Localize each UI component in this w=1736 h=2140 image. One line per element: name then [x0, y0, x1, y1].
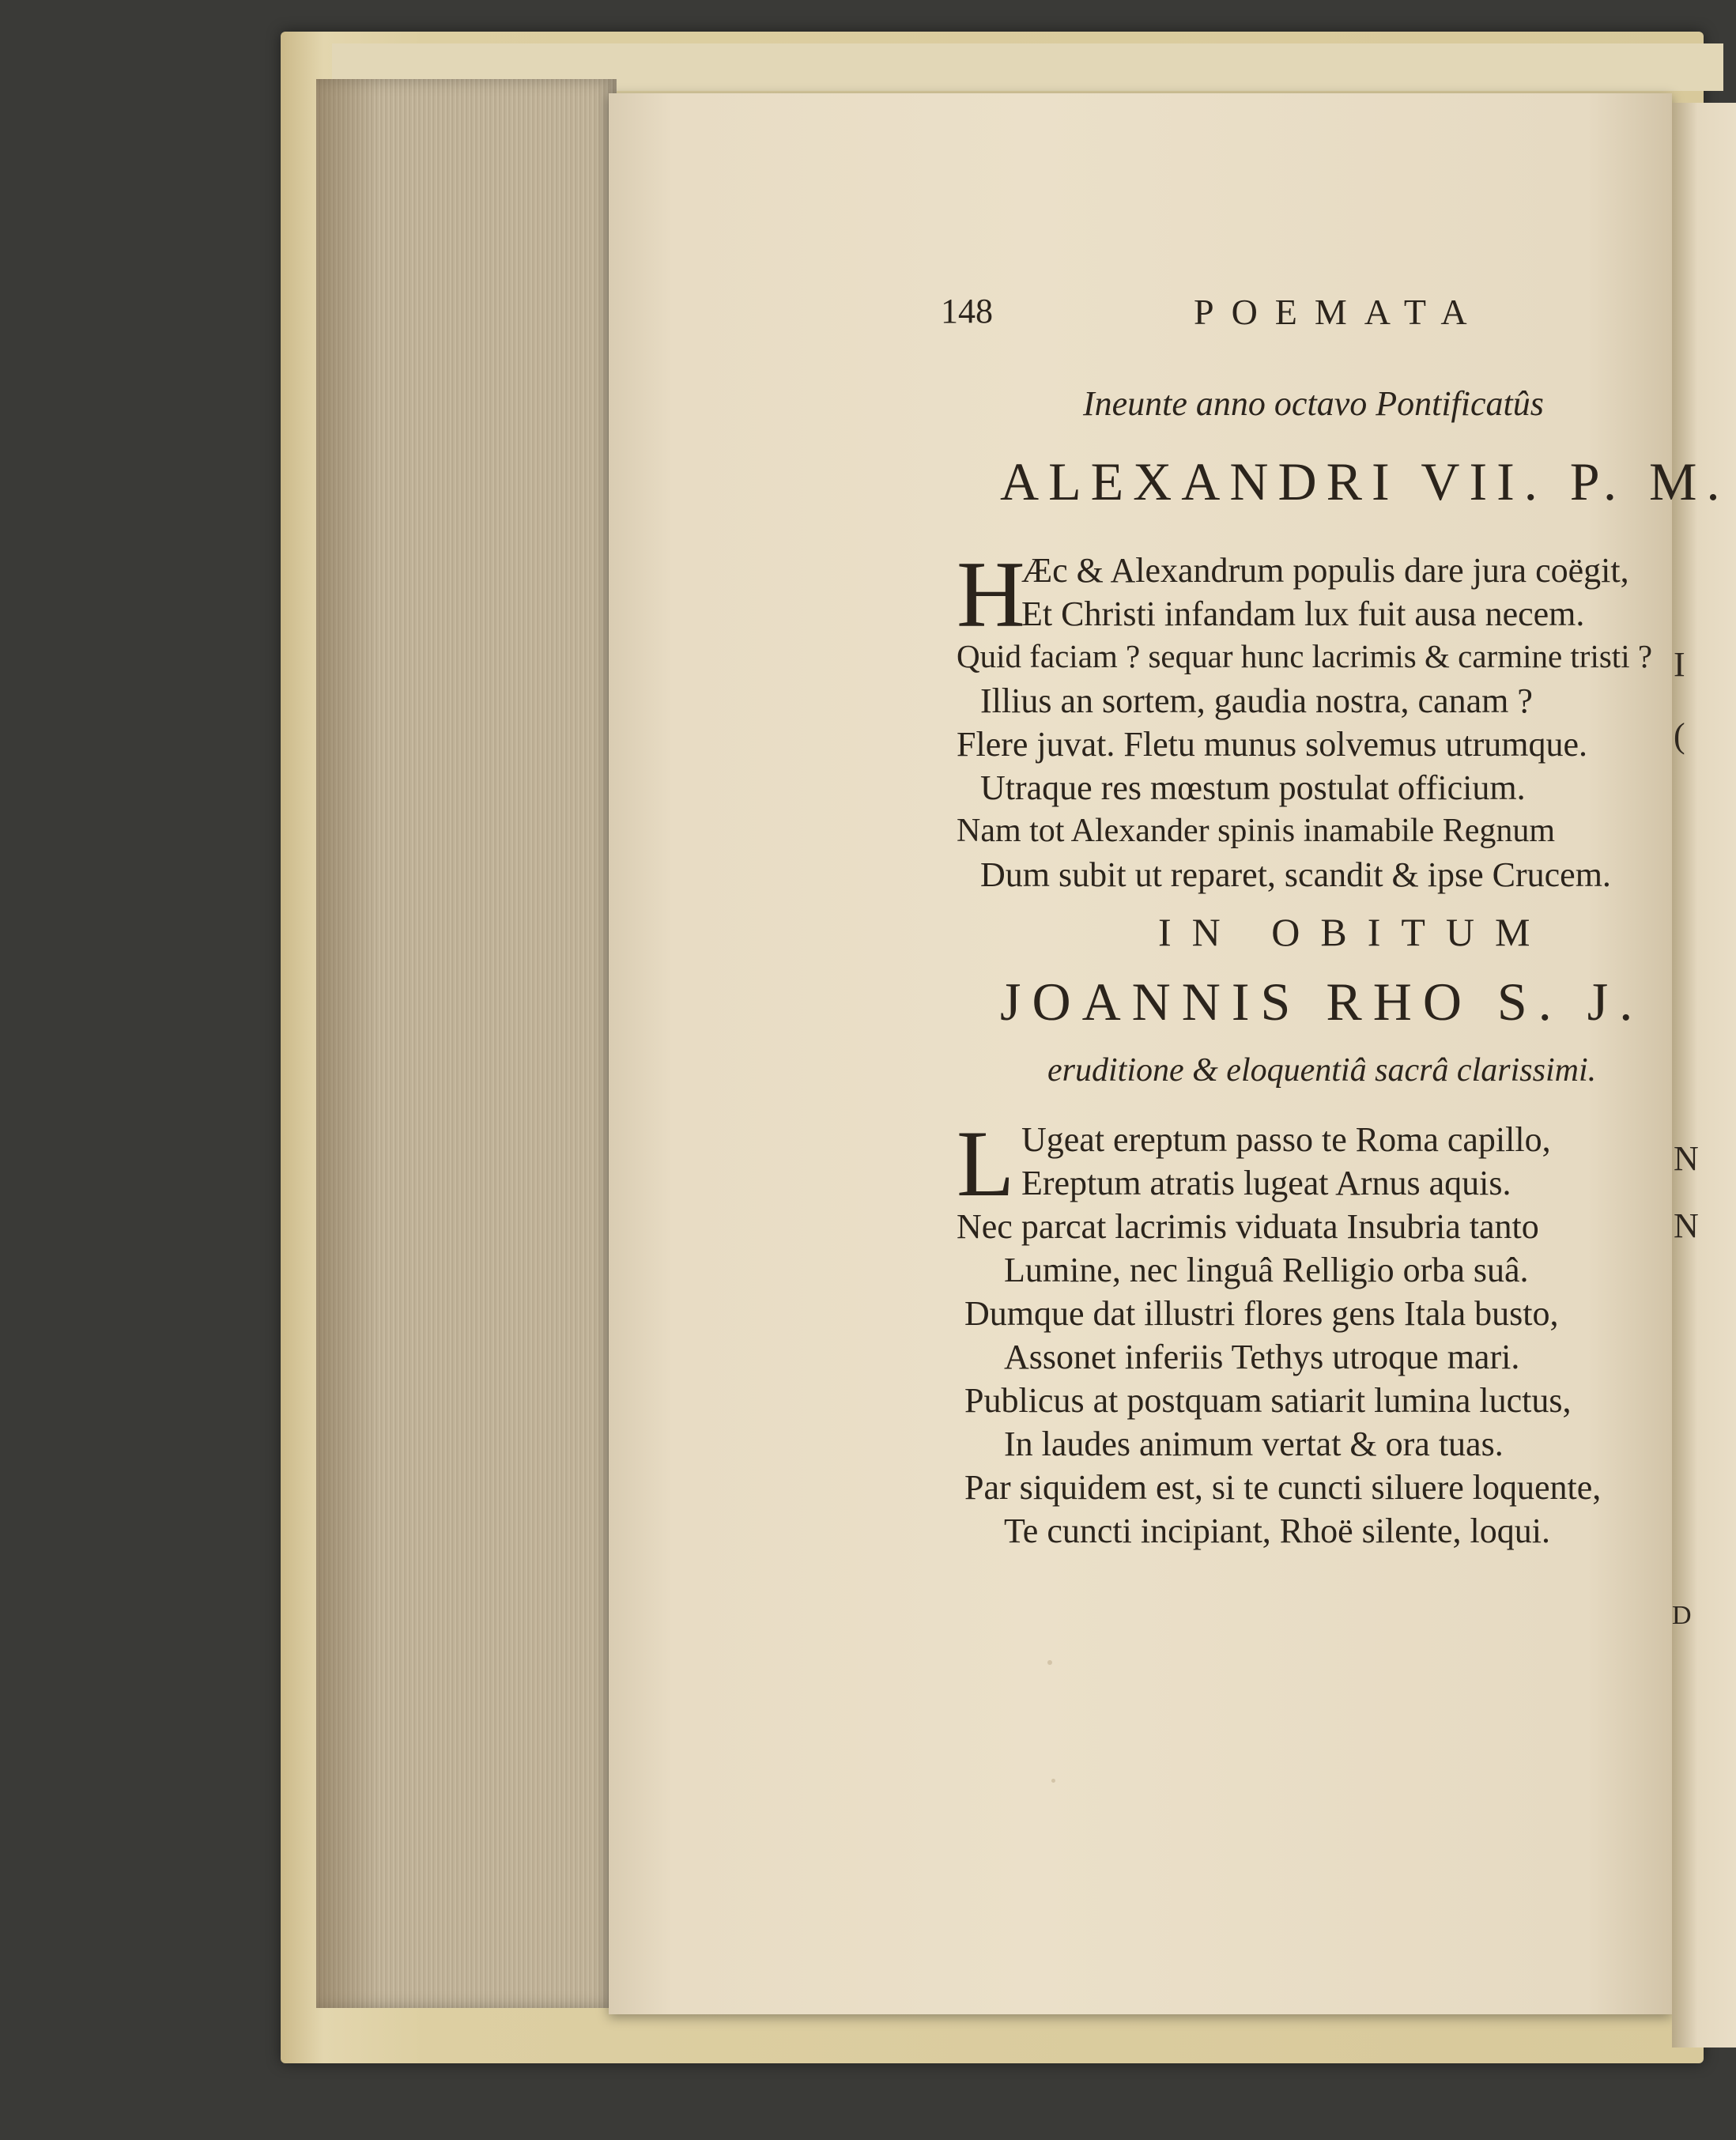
running-title: POEMATA — [1194, 292, 1485, 332]
facing-char: N — [1674, 1206, 1699, 1245]
poem1-line: Æc & Alexandrum populis dare jura coëgit, — [1021, 551, 1629, 590]
poem2-line: Assonet inferiis Tethys utroque mari. — [1004, 1338, 1520, 1376]
poem1-line: Utraque res mœstum postulat officium. — [980, 768, 1526, 807]
poem2-heading-top: IN OBITUM — [1158, 910, 1551, 954]
poem2-line: Dumque dat illustri flores gens Itala busto, — [964, 1294, 1559, 1333]
poem2-line: Te cuncti incipiant, Rhoë silente, loqui. — [1004, 1512, 1550, 1550]
poem1-line: Flere juvat. Fletu munus solvemus utrumque. — [957, 725, 1588, 764]
poem1-line: Illius an sortem, gaudia nostra, canam ? — [980, 681, 1533, 720]
poem1-line: Quid faciam ? sequar hunc lacrimis & carmine tristi ? — [957, 638, 1653, 674]
poem2-heading-italic: eruditione & eloquentiâ sacrâ clarissimi. — [1047, 1052, 1597, 1089]
poem1-heading-main: ALEXANDRI VII. P. M. — [1000, 451, 1730, 511]
poem2-line: Lumine, nec linguâ Relligio orba suâ. — [1004, 1251, 1529, 1289]
poem2-line: Ereptum atratis lugeat Arnus aquis. — [1021, 1164, 1511, 1202]
poem2-line: Nec parcat lacrimis viduata Insubria tanto — [957, 1207, 1539, 1246]
page-block-shadow — [316, 79, 379, 2008]
poem2-body — [957, 1111, 1668, 1550]
poem2-line: Par siquidem est, si te cuncti siluere loquente, — [964, 1468, 1602, 1507]
facing-page — [1672, 103, 1736, 2048]
facing-char: N — [1674, 1139, 1699, 1178]
poem2-heading-main: JOANNIS RHO S. J. — [1000, 972, 1644, 1032]
poem1-line: Nam tot Alexander spinis inamabile Regnum — [957, 813, 1556, 849]
poem2-line: In laudes animum vertat & ora tuas. — [1004, 1425, 1504, 1463]
poem1-dropcap: H — [957, 542, 1025, 647]
poem1-heading-italic: Ineunte anno octavo Pontificatûs — [1083, 384, 1544, 423]
paper-spot — [1047, 1660, 1052, 1665]
poem2-dropcap: L — [957, 1111, 1015, 1216]
poem1-body — [957, 542, 1668, 894]
poem2-line: Publicus at postquam satiarit lumina luctus, — [964, 1381, 1572, 1420]
page-number: 148 — [941, 292, 993, 330]
poem1-line: Et Christi infandam lux fuit ausa necem. — [1021, 594, 1585, 633]
paper-spot — [1051, 1779, 1055, 1783]
facing-char: D — [1672, 1601, 1692, 1630]
poem1-line: Dum subit ut reparet, scandit & ipse Crucem. — [980, 855, 1611, 894]
facing-char: ( — [1674, 716, 1685, 755]
facing-char: I — [1674, 645, 1685, 684]
poem2-line: Ugeat ereptum passo te Roma capillo, — [1021, 1120, 1551, 1159]
